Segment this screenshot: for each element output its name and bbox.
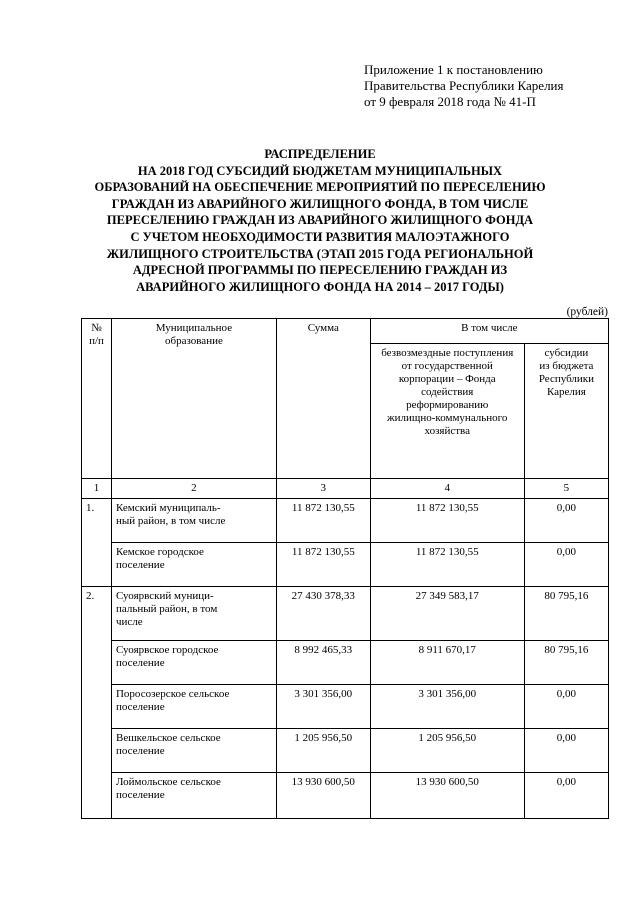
title-line: ОБРАЗОВАНИЙ НА ОБЕСПЕЧЕНИЕ МЕРОПРИЯТИЙ ПО ПЕРЕСЕЛЕНИЮ	[94, 180, 546, 195]
title-line: НА 2018 ГОД СУБСИДИЙ БЮДЖЕТАМ МУНИЦИПАЛЬНЫХ	[137, 163, 503, 178]
subsidy-cell: 80 795,16	[524, 641, 608, 685]
appendix-line: Правительства Республики Карелия	[364, 78, 564, 93]
municipality-line: ный район, в том числе	[115, 515, 226, 527]
appendix-note	[364, 62, 564, 110]
subsidy-cell: 0,00	[524, 773, 608, 819]
sum-cell: 27 430 378,33	[276, 587, 370, 641]
distribution-table	[81, 318, 609, 819]
fund-cell: 3 301 356,00	[370, 685, 524, 729]
header-including: В том числе	[370, 319, 608, 344]
municipality-line: Вешкельское сельское	[115, 732, 221, 744]
column-number: 1	[82, 479, 112, 499]
subsidy-cell: 0,00	[524, 543, 608, 587]
units-label: (рублей)	[566, 306, 608, 318]
fund-cell: 11 872 130,55	[370, 499, 524, 543]
municipality-cell	[111, 543, 276, 587]
column-number: 4	[370, 479, 524, 499]
title-line: ЖИЛИЩНОГО СТРОИТЕЛЬСТВА (ЭТАП 2015 ГОДА РЕГИОНАЛЬНОЙ	[106, 246, 534, 261]
municipality-line: Суоярвский муници-	[115, 590, 214, 602]
table-row	[82, 587, 609, 641]
subsidy-cell: 0,00	[524, 685, 608, 729]
municipality-line: Кемский муниципаль-	[115, 502, 221, 514]
municipality-line: Кемское городское	[115, 546, 204, 558]
fund-cell: 11 872 130,55	[370, 543, 524, 587]
row-number: 1.	[82, 499, 112, 587]
sum-cell: 3 301 356,00	[276, 685, 370, 729]
municipality-line: поселение	[115, 701, 165, 713]
fund-cell: 13 930 600,50	[370, 773, 524, 819]
header-fund: безвозмездные поступления от государственной корпорации – Фонда содействия реформированию жилищно-коммунального хозяйства	[370, 344, 524, 479]
table-row	[82, 641, 609, 685]
header-sum: Сумма	[276, 319, 370, 479]
subsidy-cell: 80 795,16	[524, 587, 608, 641]
municipality-cell	[111, 773, 276, 819]
table-row	[82, 499, 609, 543]
table-row	[82, 773, 609, 819]
sum-cell: 11 872 130,55	[276, 543, 370, 587]
header-num: № п/п	[82, 319, 112, 479]
header-subsidy: субсидии из бюджета Республики Карелия	[524, 344, 608, 479]
sum-cell: 1 205 956,50	[276, 729, 370, 773]
municipality-line: поселение	[115, 789, 165, 801]
appendix-line: от 9 февраля 2018 года № 41-П	[364, 94, 536, 109]
municipality-line: Лоймольское сельское	[115, 776, 221, 788]
title-line: ГРАЖДАН ИЗ АВАРИЙНОГО ЖИЛИЩНОГО ФОНДА, В ТОМ ЧИСЛЕ	[111, 196, 529, 211]
municipality-cell	[111, 729, 276, 773]
title-line: РАСПРЕДЕЛЕНИЕ	[264, 147, 376, 161]
sum-cell: 11 872 130,55	[276, 499, 370, 543]
sum-cell: 8 992 465,33	[276, 641, 370, 685]
title-line: АВАРИЙНОГО ЖИЛИЩНОГО ФОНДА НА 2014 – 2017 ГОДЫ)	[136, 279, 504, 294]
municipality-cell	[111, 685, 276, 729]
table-row	[82, 543, 609, 587]
municipality-line: Поросозерское сельское	[115, 688, 230, 700]
header-municipality: Муниципальное образование	[111, 319, 276, 479]
table-row	[82, 729, 609, 773]
title-line: ПЕРЕСЕЛЕНИЮ ГРАЖДАН ИЗ АВАРИЙНОГО ЖИЛИЩНОГО ФОНДА	[106, 213, 534, 228]
municipality-line: Суоярвское городское	[115, 644, 219, 656]
title-line: АДРЕСНОЙ ПРОГРАММЫ ПО ПЕРЕСЕЛЕНИЮ ГРАЖДАН ИЗ	[132, 263, 508, 278]
municipality-cell	[111, 587, 276, 641]
document-title	[0, 146, 640, 295]
subsidy-cell: 0,00	[524, 729, 608, 773]
municipality-line: пальный район, в том	[115, 603, 218, 615]
row-number: 2.	[82, 587, 112, 819]
sum-cell: 13 930 600,50	[276, 773, 370, 819]
municipality-cell	[111, 641, 276, 685]
fund-cell: 1 205 956,50	[370, 729, 524, 773]
municipality-line: поселение	[115, 745, 165, 757]
table-row	[82, 685, 609, 729]
column-number: 2	[111, 479, 276, 499]
subsidy-cell: 0,00	[524, 499, 608, 543]
column-number-row	[82, 479, 609, 499]
column-number: 5	[524, 479, 608, 499]
municipality-line: поселение	[115, 559, 165, 571]
fund-cell: 8 911 670,17	[370, 641, 524, 685]
municipality-line: поселение	[115, 657, 165, 669]
appendix-line: Приложение 1 к постановлению	[364, 62, 543, 77]
fund-cell: 27 349 583,17	[370, 587, 524, 641]
table-header-row	[82, 319, 609, 344]
title-line: С УЧЕТОМ НЕОБХОДИМОСТИ РАЗВИТИЯ МАЛОЭТАЖНОГО	[130, 229, 510, 244]
municipality-cell	[111, 499, 276, 543]
municipality-line: числе	[115, 616, 143, 628]
column-number: 3	[276, 479, 370, 499]
